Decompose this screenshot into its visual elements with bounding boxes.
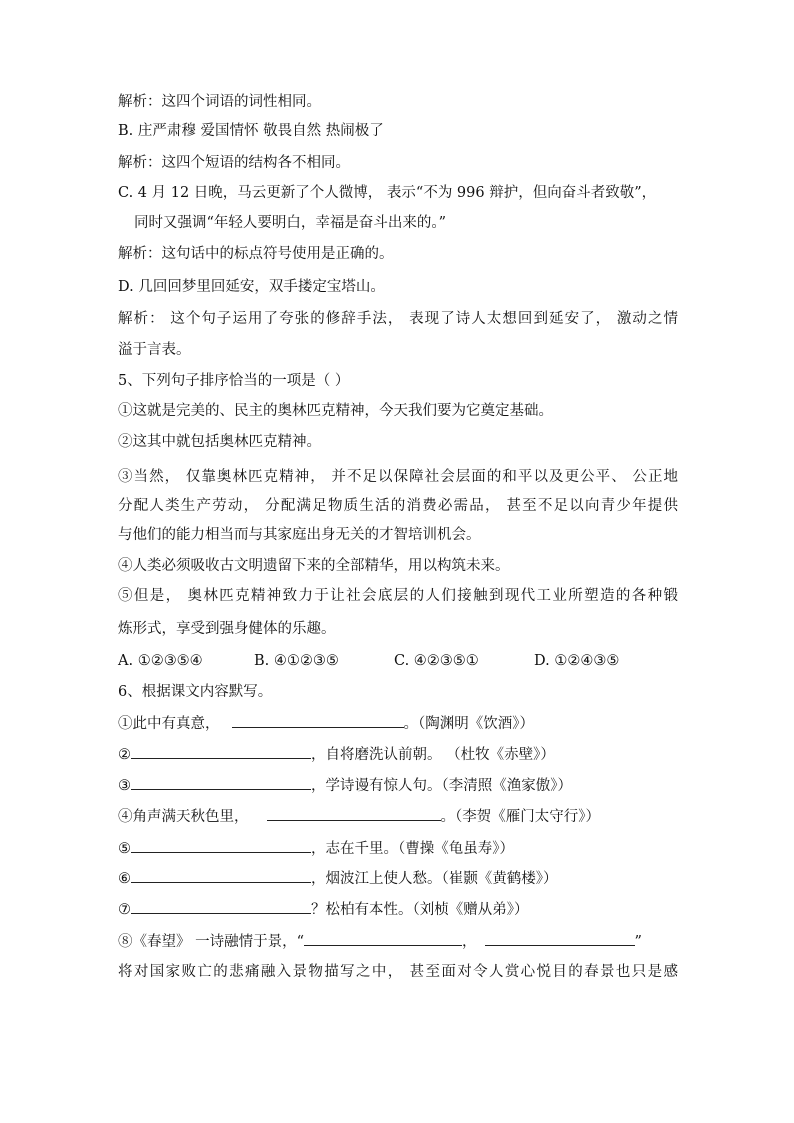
poem-1-text: ①此中有真意， — [118, 716, 220, 732]
poem-6 — [118, 868, 558, 889]
poem-3 — [118, 775, 572, 796]
sentence-5b: 炼形式，享受到强身健体的乐趣。 — [118, 621, 336, 637]
sentence-3c: 与他们的能力相当而与其家庭出身无关的才智培训机会。 — [118, 527, 481, 543]
poem-4-source: 。（李贺《雁门太守行》） — [440, 809, 600, 825]
poem-2-text: ，自将磨洗认前朝。 （杜牧《赤壁》） — [311, 747, 555, 763]
poem-5 — [118, 838, 514, 859]
poem-1-source: 。（陶渊明《饮酒》） — [403, 716, 534, 732]
option-d: D. 几回回梦里回延安，双手搂定宝塔山。 — [118, 279, 385, 295]
poem-7-blank[interactable] — [131, 899, 311, 914]
sentence-3b: 分配人类生产劳动， 分配满足物质生活的消费必需品， 甚至不足以向青少年提供 — [118, 498, 678, 514]
poem-5-num: ⑤ — [118, 841, 131, 857]
option-a-answer: A. ①②③⑤④ — [118, 653, 203, 669]
poem-8 — [118, 931, 642, 952]
poem-8-comma: ， — [462, 934, 477, 950]
poem-8-cont: 将对国家败亡的悲痛融入景物描写之中， 甚至面对令人赏心悦目的春景也只是感 — [118, 964, 678, 980]
poem-8-blank-1[interactable] — [304, 931, 462, 946]
poem-3-blank[interactable] — [131, 775, 311, 790]
option-c: C. 4 月 12 日晚，马云更新了个人微博， 表示“不为 996 辩护，但向奋斗者致敬”， — [118, 185, 657, 201]
option-d-answer: D. ①②④③⑤ — [534, 653, 620, 669]
analysis-a: 解析：这四个词语的词性相同。 — [118, 94, 321, 110]
poem-6-blank[interactable] — [131, 868, 311, 883]
option-c-cont: 同时又强调“年轻人要明白，幸福是奋斗出来的。” — [134, 215, 447, 231]
answer-options — [118, 651, 619, 671]
poem-8-blank-2[interactable] — [485, 931, 635, 946]
question-6: 6、根据课文内容默写。 — [118, 684, 273, 700]
option-b-answer: B. ④①②③⑤ — [254, 653, 339, 669]
poem-4-blank[interactable] — [267, 806, 441, 821]
option-c-answer: C. ④②③⑤① — [394, 653, 479, 669]
poem-7-num: ⑦ — [118, 902, 131, 918]
poem-3-num: ③ — [118, 778, 131, 794]
poem-1-blank[interactable] — [232, 713, 404, 728]
poem-1 — [118, 713, 534, 734]
poem-4-text: ④角声满天秋色里， — [118, 809, 249, 825]
question-5: 5、下列句子排序恰当的一项是（ ） — [118, 373, 350, 389]
poem-4 — [118, 806, 600, 827]
poem-5-text: ，志在千里。（曹操《龟虽寿》） — [311, 841, 514, 857]
poem-2 — [118, 744, 555, 765]
poem-6-text: ，烟波江上使人愁。（崔颢《黄鹤楼》） — [311, 871, 558, 887]
poem-2-num: ② — [118, 747, 131, 763]
sentence-5a: ⑤但是， 奥林匹克精神致力于让社会底层的人们接触到现代工业所塑造的各种锻 — [118, 588, 678, 604]
poem-7 — [118, 899, 529, 920]
poem-6-num: ⑥ — [118, 871, 131, 887]
analysis-c: 解析：这句话中的标点符号使用是正确的。 — [118, 246, 394, 262]
poem-3-text: ，学诗谩有惊人句。（李清照《渔家傲》） — [311, 778, 572, 794]
analysis-b: 解析：这四个短语的结构各不相同。 — [118, 155, 350, 171]
analysis-d: 解析： 这个句子运用了夸张的修辞手法， 表现了诗人太想回到延安了， 激动之情 — [118, 311, 678, 327]
poem-7-text: ？松柏有本性。（刘桢《赠从弟》） — [311, 902, 529, 918]
poem-8-quote: ” — [634, 934, 642, 950]
option-b: B. 庄严肃穆 爱国情怀 敬畏自然 热闹极了 — [118, 123, 384, 139]
sentence-2: ②这其中就包括奥林匹克精神。 — [118, 434, 321, 450]
analysis-d-cont: 溢于言表。 — [118, 342, 191, 358]
poem-5-blank[interactable] — [131, 838, 311, 853]
poem-2-blank[interactable] — [131, 744, 311, 759]
poem-8-text: ⑧《春望》 一诗融情于景，“ — [118, 934, 305, 950]
sentence-1: ①这就是完美的、民主的奥林匹克精神，今天我们要为它奠定基础。 — [118, 403, 553, 419]
sentence-3a: ③当然， 仅靠奥林匹克精神， 并不足以保障社会层面的和平以及更公平、 公正地 — [118, 469, 678, 485]
sentence-4: ④人类必须吸收古文明遗留下来的全部精华，用以构筑未来。 — [118, 558, 510, 574]
